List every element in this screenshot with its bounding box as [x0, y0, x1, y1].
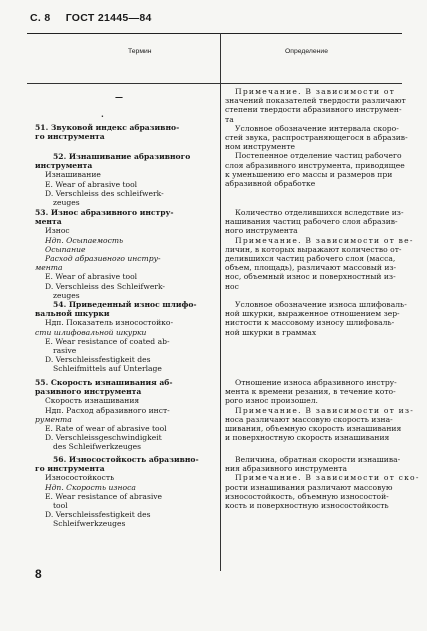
definition-wear-resistance: [225, 455, 420, 511]
definition-line: носа различают массовую скорость изна-: [225, 414, 393, 424]
definition-line: нос: [225, 281, 239, 291]
term-english: E. Wear of abrasive tool: [45, 272, 138, 282]
term-deprecated: мента: [35, 263, 63, 273]
term-german: Schleifwerkzeuges: [53, 519, 126, 529]
mark-dash: —: [115, 92, 123, 102]
mark-dot: ·: [101, 111, 104, 121]
definition-line: мента к времени резания, в течение кото-: [225, 387, 396, 397]
term-51: [35, 123, 215, 141]
column-header-term: Термин: [128, 48, 152, 55]
definition-line: Примечание. В зависимости от: [235, 87, 396, 96]
term-deprecated: Осыпание: [45, 244, 86, 254]
term-55: [35, 378, 215, 452]
definition-line: Постепенное отделение частиц рабочего: [235, 151, 402, 161]
term-synonym: Изнашивание: [45, 170, 101, 180]
term-title: го инструмента: [35, 464, 105, 474]
definition-line: Примечание. В зависимости от из-: [235, 405, 415, 415]
definition-line: абразивной обработке: [225, 179, 316, 189]
term-german: D. Verschleissgeschwindigkeit: [45, 433, 162, 443]
definition-line: нос, объемный износ и поверхностный из-: [225, 272, 396, 282]
definition-line: ной шкурки, выраженное отношением зер-: [225, 309, 400, 319]
definition-line: Условное обозначение интервала скоро-: [235, 123, 399, 133]
definition-line: Величина, обратная скорости изнашива-: [235, 455, 401, 464]
term-synonym: Износостойкость: [45, 473, 115, 483]
term-german: D. Verschleissfestigkeit des: [45, 510, 151, 520]
term-title: 55. Скорость изнашивания аб-: [35, 378, 173, 387]
term-56: [35, 455, 215, 529]
term-deprecated: румента: [35, 414, 72, 424]
definition-line: Отношение износа абразивного инстру-: [235, 378, 397, 387]
term-title: 56. Износостойкость абразивно-: [53, 455, 199, 464]
term-deprecated: Ндп. Показатель износостойко-: [45, 318, 174, 328]
definition-line: объем, площадь), различают массовый из-: [225, 263, 397, 273]
definition-line: рости изнашивания различают массовую: [225, 482, 393, 492]
term-english: tool: [53, 501, 68, 511]
term-german: D. Verschleiss des schleifwerk-: [45, 188, 164, 198]
definition-line: нистости к массовому износу шлифоваль-: [225, 318, 395, 328]
definition-line: Количество отделившихся вследствие из-: [235, 208, 404, 217]
definition-line: делившихся частиц рабочего слоя (масса,: [225, 254, 396, 264]
term-title: 51. Звуковой индекс абразивно-: [35, 123, 180, 132]
definition-line: рого износ произошел.: [225, 396, 318, 406]
definition-line: шивания, объемную скорость изнашивания: [225, 424, 402, 434]
term-title: го инструмента: [35, 132, 105, 142]
definition-line: та: [225, 114, 234, 124]
term-title: мента: [35, 217, 62, 227]
term-title: вальной шкурки: [35, 309, 110, 319]
definition-line: значений показателей твердости различают: [225, 96, 406, 106]
header-rule: [27, 83, 402, 84]
term-title: 53. Износ абразивного инстру-: [35, 208, 174, 217]
term-title: инструмента: [35, 161, 93, 171]
term-english: E. Wear resistance of abrasive: [45, 491, 163, 501]
term-deprecated: сти шлифовальной шкурки: [35, 327, 147, 337]
definition-hardness-note: [225, 87, 408, 189]
definition-line: Примечание. В зависимости от ско-: [235, 473, 420, 483]
definition-line: степени твердости абразивного инструмен-: [225, 105, 402, 115]
term-deprecated: Ндп. Осыпаемость: [45, 235, 124, 245]
page-number: 8: [35, 567, 42, 581]
page-label: С. 8: [30, 12, 51, 24]
standard-number: ГОСТ 21445—84: [65, 12, 152, 24]
term-54: [35, 300, 215, 374]
term-english: E. Wear resistance of coated ab-: [45, 336, 170, 346]
term-title: 52. Изнашивание абразивного: [53, 152, 191, 161]
definition-wear-rate: [225, 378, 415, 443]
definition-line: и поверхностную скорость изнашивания: [225, 433, 390, 443]
term-53: [35, 208, 215, 300]
term-german: des Schleifwerkzeuges: [53, 442, 142, 452]
definition-line: Примечание. В зависимости от ве-: [235, 235, 414, 245]
definition-line: нашивания частиц рабочего слоя абразив-: [225, 217, 398, 227]
term-synonym: Износ: [45, 226, 70, 236]
term-english: rasive: [53, 346, 77, 356]
column-divider: [220, 33, 221, 571]
term-deprecated: Ндп. Расход абразивного инст-: [45, 405, 170, 415]
column-header-definition: Определение: [285, 48, 328, 55]
table-top-rule: [27, 33, 402, 34]
term-title: разивного инструмента: [35, 387, 142, 397]
term-52: [35, 152, 215, 207]
definition-line: стей звука, распространяющегося в абразив-: [225, 133, 408, 143]
term-english: E. Rate of wear of abrasive tool: [45, 424, 167, 434]
term-english: E. Wear of abrasive tool: [45, 179, 138, 189]
term-german: D. Verschleissfestigkeit des: [45, 355, 151, 365]
definition-line: Условное обозначение износа шлифоваль-: [235, 300, 407, 309]
term-deprecated: Ндп. Скорость износа: [45, 482, 136, 492]
term-title: 54. Приведенный износ шлифо-: [53, 300, 197, 309]
definition-line: ной шкурки в граммах: [225, 327, 317, 337]
definition-line: ном инструменте: [225, 142, 296, 152]
page-header: [30, 12, 164, 24]
term-german: zeuges: [53, 198, 80, 208]
definition-reduced-wear: [225, 300, 407, 337]
term-synonym: Скорость изнашивания: [45, 396, 140, 406]
term-german: D. Verschleiss des Schleifwerk-: [45, 281, 165, 291]
term-german: zeuges: [53, 290, 80, 300]
term-german: Schleifmittels auf Unterlage: [53, 364, 162, 374]
definition-line: износостойкость, объемную износостой-: [225, 491, 389, 501]
definition-line: ния абразивного инструмента: [225, 464, 347, 474]
definition-line: кость и поверхностную износостойкость: [225, 501, 389, 511]
definition-line: слоя абразивного инструмента, приводящее: [225, 160, 405, 170]
definition-line: личин, в которых выражают количество от-: [225, 244, 402, 254]
definition-wear: [225, 208, 414, 291]
term-deprecated: Расход абразивного инстру-: [45, 254, 161, 264]
definition-line: ного инструмента: [225, 226, 298, 236]
definition-line: к уменьшению его массы и размеров при: [225, 169, 393, 179]
